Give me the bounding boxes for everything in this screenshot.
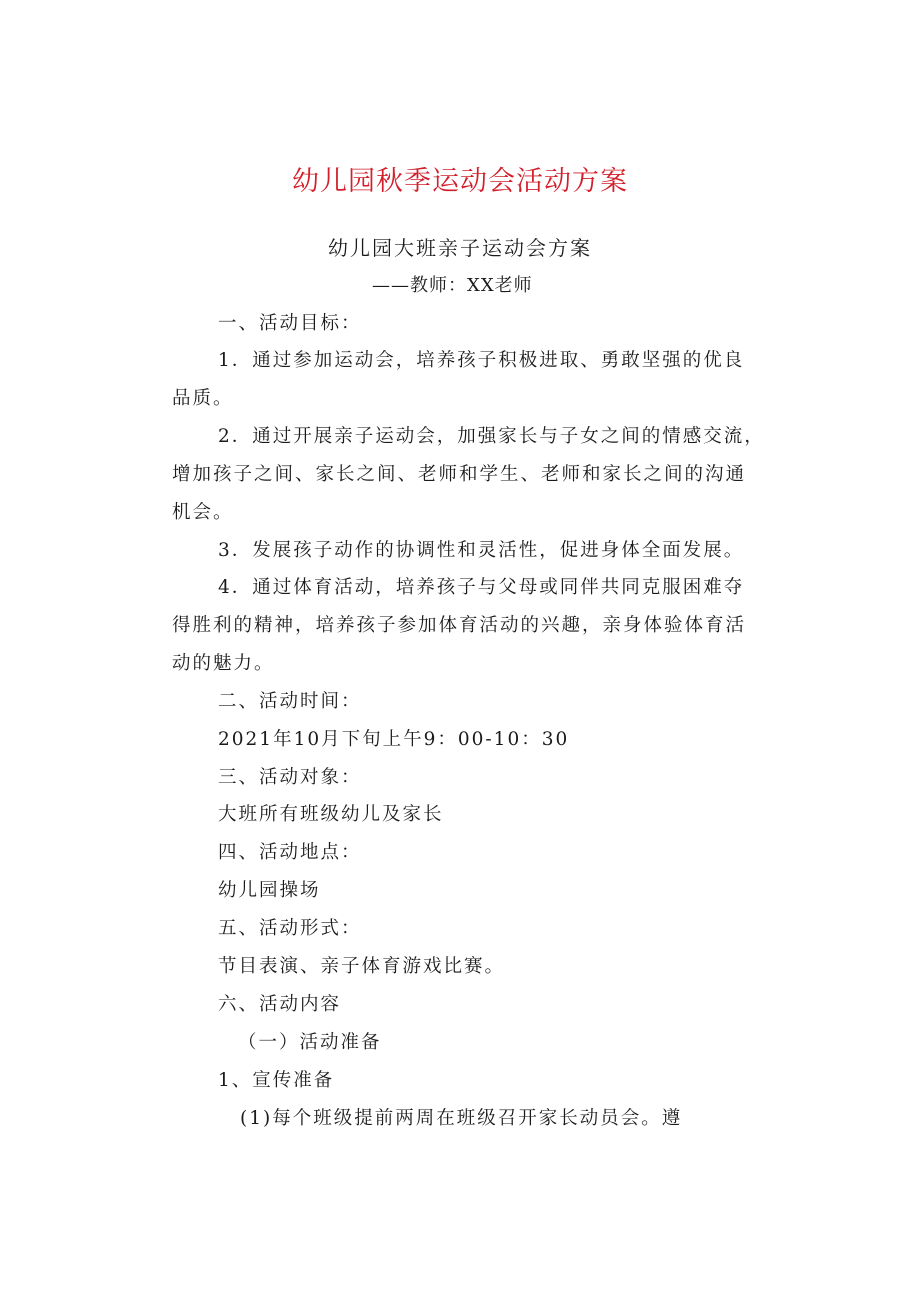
subsection-item: 1、宣传准备 — [218, 1070, 335, 1091]
paragraph-line: 2021年10月下旬上午9：00-10：30 — [218, 729, 570, 750]
section-heading-content: 六、活动内容 — [218, 994, 342, 1015]
subsection-heading: （一）活动准备 — [238, 1032, 382, 1053]
paragraph-line: 大班所有班级幼儿及家长 — [218, 804, 444, 825]
paragraph-line: 2．通过开展亲子运动会，加强家长与子女之间的情感交流， — [218, 426, 765, 447]
section-heading-target: 三、活动对象： — [218, 767, 362, 788]
paragraph-line: 增加孩子之间、家长之间、老师和学生、老师和家长之间的沟通 — [172, 464, 747, 485]
paragraph-line: 节目表演、亲子体育游戏比赛。 — [218, 956, 506, 977]
section-heading-time: 二、活动时间： — [218, 691, 362, 712]
paragraph-line: 4．通过体育活动，培养孩子与父母或同伴共同克服困难夺 — [218, 577, 745, 598]
section-heading-format: 五、活动形式： — [218, 918, 362, 939]
paragraph-line: (1)每个班级提前两周在班级召开家长动员会。遵 — [240, 1108, 683, 1129]
paragraph-line: 1．通过参加运动会，培养孩子积极进取、勇敢坚强的优良 — [218, 350, 745, 371]
paragraph-line: 得胜利的精神，培养孩子参加体育活动的兴趣，亲身体验体育活 — [172, 615, 747, 636]
paragraph-line: 机会。 — [172, 502, 234, 523]
section-heading-location: 四、活动地点： — [218, 842, 362, 863]
document-title: 幼儿园秋季运动会活动方案 — [292, 166, 628, 197]
paragraph-line: 幼儿园操场 — [218, 880, 321, 901]
paragraph-line: 3．发展孩子动作的协调性和灵活性，促进身体全面发展。 — [218, 540, 745, 561]
paragraph-line: 动的魅力。 — [172, 653, 275, 674]
document-author: ——教师：XX老师 — [372, 275, 533, 296]
paragraph-line: 品质。 — [172, 388, 234, 409]
section-heading-goals: 一、活动目标： — [218, 313, 362, 334]
document-subtitle: 幼儿园大班亲子运动会方案 — [328, 236, 592, 260]
